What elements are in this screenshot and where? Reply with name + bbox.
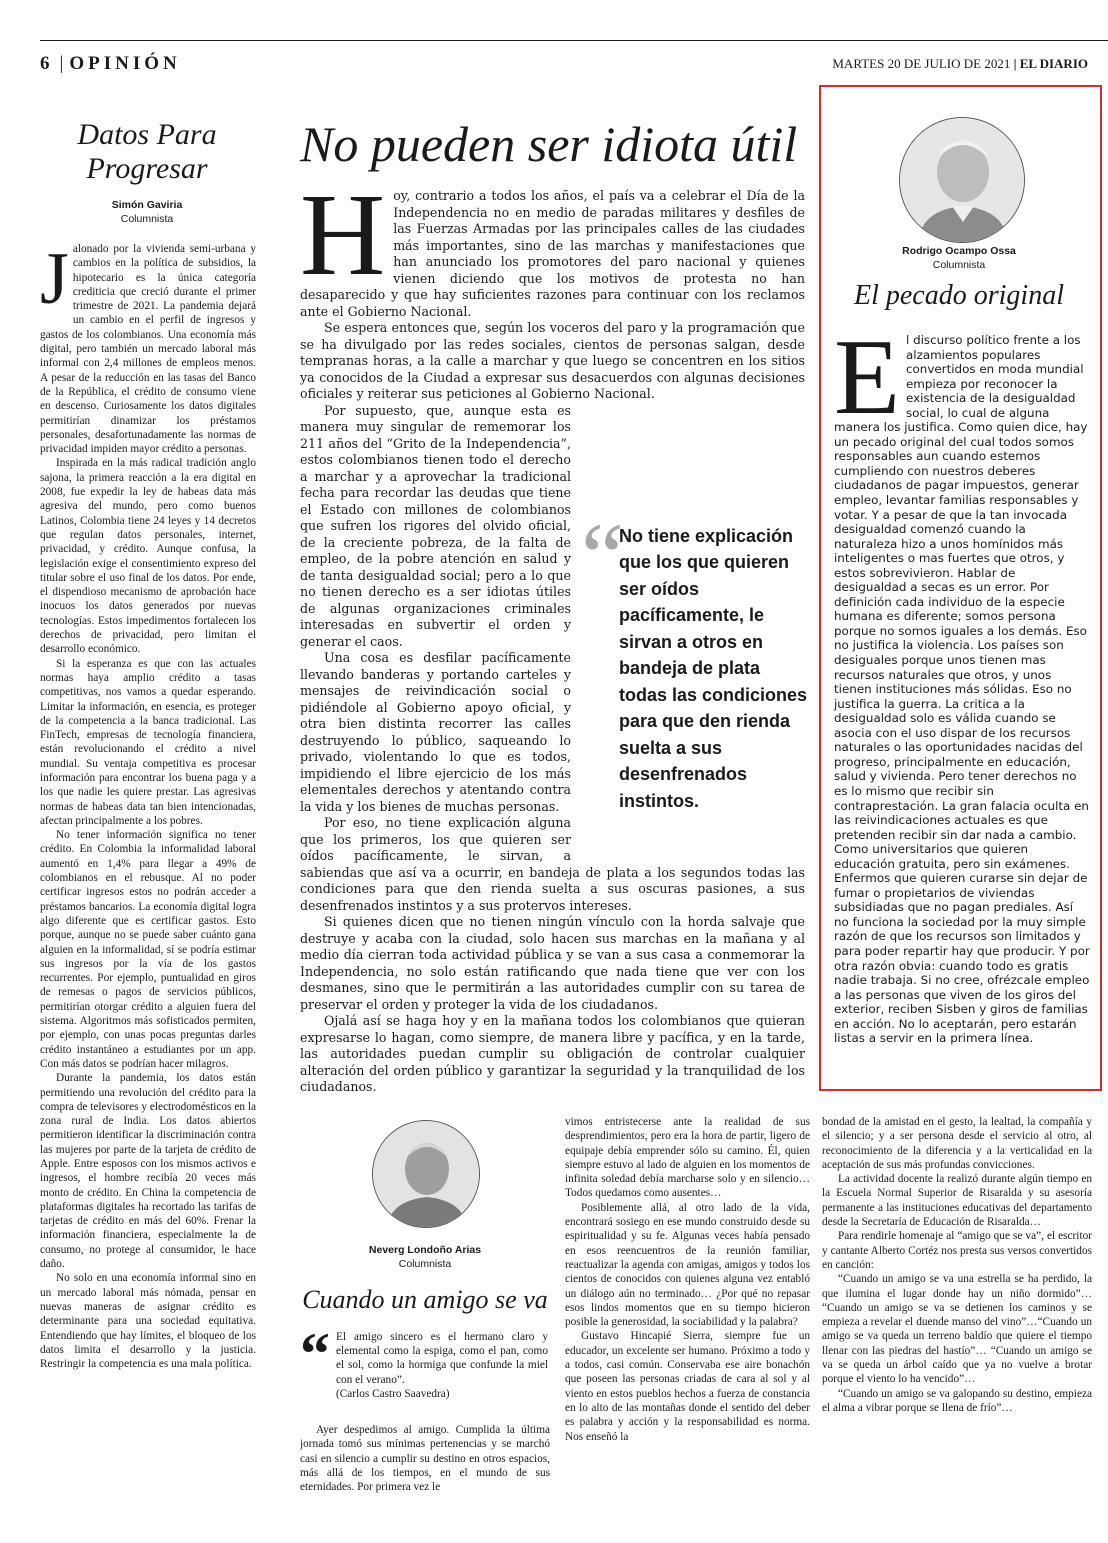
header-separator: | [59,53,64,74]
section-name: OPINIÓN [69,53,181,74]
left-paragraph: No tener información significa no tener crédito. En Colombia la informalidad laboral aumentó en 1,4% para llegar a 49% de colombianos en el rebusque. Al no poder certificar ingresos estos no podrán acceder a préstamos bancarios. La economía digital logra algo diferente que es certificar gastos. Esto porque, aunque no se puede saber cuánto gana alguien en la informalidad, sí se podría estimar sus ingresos por la vía de los gastos recurrentes. Por ejemplo, puntualidad en giros de remesas o pagos de servicios públicos, permitirían otorgar crédito a alguien fuera del sistema. Algoritmos más sofisticados permiten, por ejemplo, con unas pocas preguntas darles crédito instantáneo a estudiantes por un app. Con más datos se podrían hacer milagros. [40,829,256,1070]
bottom-col-1 [300,1423,550,1509]
left-author-name: Simón Gaviria [111,199,183,211]
newspaper-name: EL DIARIO [1019,56,1088,71]
bottom-paragraph: bondad de la amistad en el gesto, la lealtad, la compañía y el silencio; y a ser persona desde el servicio al otro, al reconocimiento de la diferencia y a la verticalidad en la aceptación de sus más profundas convicciones. [822,1116,1092,1171]
bottom-author-role: Columnista [398,1258,452,1270]
main-paragraph: Por supuesto, que, aunque esta es manera muy singular de rememorar los 211 años del “Grito de la Independencia”, estos colombianos tienen todo el derecho a marchar y a aprovechar la tradicional fecha para recordar las deudas que tiene el Estado con millones de colombianos que sufren los rigores del olvido oficial, de la creciente pobreza, de la falta de empleo, de la pobre atención en salud y de tanta desigualdad social; pero a lo que no tienen derecho es a ser idiotas útiles de algunas organizaciones criminales interesadas en subvertir el orden y generar el caos. [300,402,571,649]
left-paragraph: Inspirada en la más radical tradición anglo sajona, la primera reacción a la era digital en 2008, fue expedir la ley de habeas data más agresiva del mundo, pero como buenos Latinos, Colombia tiene 24 leyes y 14 decretos que regulan datos personales, internet, privacidad, y crédito. Aunque confusa, la legislación exige el consentimiento expreso del titular sobre el uso final de los datos. Por ende, el dispendioso mecanismo de aprobación hace inocuos los datos generados por nuevas tecnologías. Estos impedimentos fortalecen los derechos de privacidad, pero limitan el desarrollo económico. [40,457,256,656]
author-photo-rodrigo [899,117,1025,243]
main-paragraph: Ojalá así se haga hoy y en la mañana todos los colombianos que quieran expresarse lo hagan, como siempre, de manera libre y pacífica, y en la tarde, las autoridades puedan cumplir su obligación de controlar cualquier alteración del orden público y garantizar la seguridad y la tranquilidad de los ciudadanos. [300,1013,805,1094]
left-paragraph: alonado por la vivienda semi-urbana y cambios en la política de subsidios, la hipotecario es la única categoría crediticia que creció durante el primer trimestre de 2021. La pandemia dejará un cambio en el perfil de ingresos y gastos de los colombianos. Una economía más digital, pero también un mercado laboral más informal con 2,4 millones de empleos menos. A pesar de la reducción en las tasas del Banco de la República, el crédito de consumo viene en descenso. Curiosamente los datos digitales permitirían dinamizar los préstamos personales, desafortunadamente las normas de privacidad impiden mayor crédito a personas. [40,243,256,456]
bottom-article-title: Cuando un amigo se va [302,1285,548,1314]
main-paragraph: oy, contrario a todos los años, el país va a celebrar el Día de la Independencia no en medio de paradas militares y desfiles de las Fuerzas Armadas por las principales calles de las ciudades más importantes, sino de las marchas y manifestaciones que han anunciado los promotores del paro nacional y quienes vienen diciendo que los motivos de protesta no han desaparecido y que hay suficientes razones para continuar con los reclamos ante el Gobierno Nacional. [300,188,805,319]
left-article-body [40,242,256,1512]
right-author-name: Rodrigo Ocampo Ossa [902,245,1016,257]
right-article-byline [834,244,1084,272]
left-title-line1: Datos Para [77,118,217,151]
main-article-title: No pueden ser idiota útil [300,116,798,172]
left-drop-cap: J [40,242,69,320]
main-paragraph: Se espera entonces que, según los voceros del paro y la programación que se ha divulgado por las redes sociales, cientos de personas salgan, desde tempranas horas, a la calle a marchar y que luego se concentren en los sitios ya conocidos de la Ciudad a expresar sus desacuerdos con algunas decisiones oficiales y reiterar sus peticiones al Gobierno Nacional. [300,320,805,401]
pull-quote [581,502,808,845]
portrait-icon [900,118,1025,243]
right-paragraph: l discurso político frente a los alzamientos populares convertidos en moda mundial empieza por reconocer la existencia de la desigualdad social, lo cual de alguna manera los justifica. Como quien dice, hay un pecado original del cual todos somos responsables aun cuando estemos cumpliendo con nuestros deberes ciudadanos de pagar impuestos, generar empleo, levantar familias responsables y votar. Y a pesar de que la tan invocada desigualdad comenzó cuando la naturaleza hizo a unos homínidos más inteligentes o mas fuertes que otros, y estos sobrevivieron. Hablar de desigualdad a secas es un error. Por definición cada individuo de la especie humana es diferente; somos persona porque no somos iguales a los demás. Eso no justifica la violencia. Los países son desiguales porque unos tienen mas recursos naturales que otros, y unos tienen instituciones más sólidas. Eso no justifica la guerra. La critica a la desigualdad solo es válida cuando se asocia con el uso dispar de los recursos naturales o las oportunidades nacidas del progreso, principalmente en educación, salud y vivienda. Pero tener derechos no es lo mismo que recibir sin contraprestación. La gran falacia oculta en las reivindicaciones actuales es que pretenden recibir sin dar nada a cambio. Como universitarios que quieren educación gratuita, pero sin exámenes. Enfermos que quieren curarse sin dejar de fumar o propietarios de viviendas subsidiadas que no pagan prediales. Así no funciona la sociedad por la muy simple razón de que los recursos son limitados y para poder repartir hay que producir. Y por otra razón obvia: cuando todo es gratis nadie trabaja. Si no cree, ofrézcale empleo a las personas que viven de los giros del exterior, reciben Sisben y giros de familias en acción. No lo aceptarán, pero estarán listas a servir en la primera línea. [834,333,1090,1046]
bottom-paragraph: Ayer despedimos al amigo. Cumplida la última jornada tomó sus mínimas pertenencias y se marchó casi en silencio a cumplir su destino en otros espacios, más allá de los tiempos, en el mundo de sus eternidades. Por primera vez le [300,1424,550,1494]
pull-quote-mark: “ [581,502,624,610]
bottom-paragraph: “Cuando un amigo se va una estrella se ha perdido, la que ilumina el lugar donde hay un niño dormido”… “Cuando un amigo se va se detienen los caminos y se empieza a revelar el duende manso del vino”…“Cuando un amigo se va queda un terreno baldío que quiere el tiempo llenar con las piedras del hastío”… “Cuando un amigo se va se queda un árbol caído que ya no vuelve a brotar porque el viento lo ha vencido”… [822,1273,1092,1386]
main-paragraph: Si quienes dicen que no tienen ningún vínculo con la horda salvaje que destruye y acaba con la ciudad, solo hacen sus marchas en la mañana y al medio día cierran toda actividad pública y se van a sus casa a conmemorar la Independencia, no solo están ratificando que nada tiene que ver con los desmanes, sino que le permitirán a las autoridades cumplir con su tarea de preservar el orden y proteger la vida de los ciudadanos. [300,914,805,1012]
bottom-paragraph: vimos entristecerse ante la realidad de sus desprendimientos, pero era la hora de partir, ligero de equipaje debía emprender sólo su camino. Él, quien siempre estuvo al lado de alguien en los momentos de infinita soledad debía marcharse solo y en silencio… Todos quedamos como ausentes… [565,1116,810,1200]
page-header-section [40,53,181,75]
main-paragraph: Por eso, no tiene explicación alguna que los primeros, los que quieren ser oídos pacíficamente, le sirvan, a sabiendas que así va a ocurrir, en bandeja de plata a los segundos todas las condiciones para que den rienda suelta a sus oscuras pasiones, a sus desenfrenados instintos y a sus protervos intereses. [300,815,805,913]
page-header-date [832,56,1088,72]
issue-date: MARTES 20 DE JULIO DE 2021 [832,56,1011,71]
page-number: 6 [40,53,54,74]
bottom-paragraph: Gustavo Hincapié Sierra, siempre fue un educador, un excelente ser humano. Próximo a todo y a todos, casi común. Conservaba ese aire bonachón que poseen las personas criadas de cara al sol y al viento en estos pueblos hechos a fuerza de constancia en lo alto de las montañas donde el sentido del deber es palabra y acción y la responsabilidad es norma. Nos enseñó la [565,1330,810,1443]
bottom-paragraph: “Cuando un amigo se va galopando su destino, empieza el alma a vibrar porque se llena de frío”… [822,1387,1092,1414]
bottom-col-2 [565,1115,810,1510]
portrait-icon [373,1121,480,1228]
right-author-role: Columnista [932,259,986,271]
right-article-body [834,318,1091,1046]
bottom-paragraph: La actividad docente la realizó durante algún tiempo en la Escuela Normal Superior de Risaralda y su asesoría permanente a las instituciones educativas del departamento desde la Secretaría de Educación de Risaralda… [822,1173,1092,1229]
left-paragraph: No solo en una economía informal sino en un mercado laboral más nómada, pensar en nuevas maneras de asignar crédito es determinante para una sociedad equitativa. Entendiendo que hay límites, el bloqueo de los datos limita el desarrollo y la justicia. Restringir la competencia es una mala política. [40,1272,256,1371]
epigraph-quote-mark: “ [300,1321,330,1387]
bottom-epigraph [300,1321,548,1401]
left-paragraph: Si la esperanza es que con las actuales normas haya amplio crédito a tasas competitivas, nos vamos a quedar esperando. Limitar la información, en esencia, es proteger de la competencia a la banca tradicional. Las FinTech, empresas de tecnología financiera, están revolucionando el crédito a nivel mundial. Su ventaja competitiva es procesar información para encontrar los buena paga y a los que nadie les quiere prestar. Las agresivas normas de habeas data tan bien intencionadas, afectan principalmente a los pobres. [40,657,256,827]
pull-quote-text: No tiene explicación que los que quieren ser oídos pacíficamente, le sirvan a otros en bandeja de plata todas las condiciones para que den rienda suelta a sus desenfrenados instintos. [619,525,808,811]
right-drop-cap: E [834,318,900,437]
main-article-body [300,169,808,1096]
bottom-author-name: Neverg Londoño Arias [368,1244,482,1256]
left-paragraph: Durante la pandemia, los datos están permitiendo una revolución del crédito para la compra de televisores y electrodomésticos en la zona rural de India. Los datos abiertos permitieron identificar la discriminación contra las mujeres por parte de la tarjeta de crédito de Apple. Entre esposos con los mismos activos e ingresos, el hombre recibía 20 veces más monto de crédito. En China la competencia de plataformas digitales ha recortado las tarifas de tarjetas de crédito en más del 60%. Frenar la información financiera, especialmente la de consumo, no protege al consumidor, le hace daño. [40,1072,256,1271]
bottom-col-3 [822,1115,1092,1535]
header-rule [40,40,1108,41]
bottom-paragraph: Para rendirle homenaje al “amigo que se va”, el escritor y cantante Alberto Cortéz nos presta sus versos convertidos en canción: [822,1230,1092,1271]
left-author-role: Columnista [120,213,174,225]
left-title-line2: Progresar [86,152,208,185]
main-paragraph: Una cosa es desfilar pacíficamente llevando banderas y portando carteles y mensajes de reivindicación social o pidiéndole al Gobierno apoyo oficial, y otra bien distinta recorrer las calles destruyendo lo público, saqueando lo privado, violentando lo que es todos, impidiendo el libre ejercicio de los más elementales derechos y atentando contra la vida y los bienes de muchas personas. [300,650,571,814]
bottom-paragraph: Posiblemente allá, al otro lado de la vida, encontrará sosiego en ese mundo construido desde su espiritualidad y su fe. Algunas veces había pensado en esos reencuentros de la reunión familiar, reactualizar la agenda con amigas, amigos y todos los cientos de conocidos con quienes alguna vez entabló un diálogo aún no terminado… ¿Por qué no repasar esos lindos momentos que en su tiempo hicieron posible la generosidad, la sociabilidad y la palabra? [565,1201,810,1329]
epigraph-text: El amigo sincero es el hermano claro y elemental como la espiga, como el pan, como el sol, como la hormiga que confunde la miel con el verano”. [336,1331,548,1386]
author-photo-neverg [372,1120,480,1228]
bottom-article-byline [300,1243,550,1271]
left-article-byline [40,198,254,226]
main-drop-cap: H [300,169,386,300]
epigraph-author: (Carlos Castro Saavedra) [336,1387,450,1400]
left-article-title [40,118,254,186]
right-article-title: El pecado original [854,280,1064,311]
date-separator: | [1013,56,1017,71]
